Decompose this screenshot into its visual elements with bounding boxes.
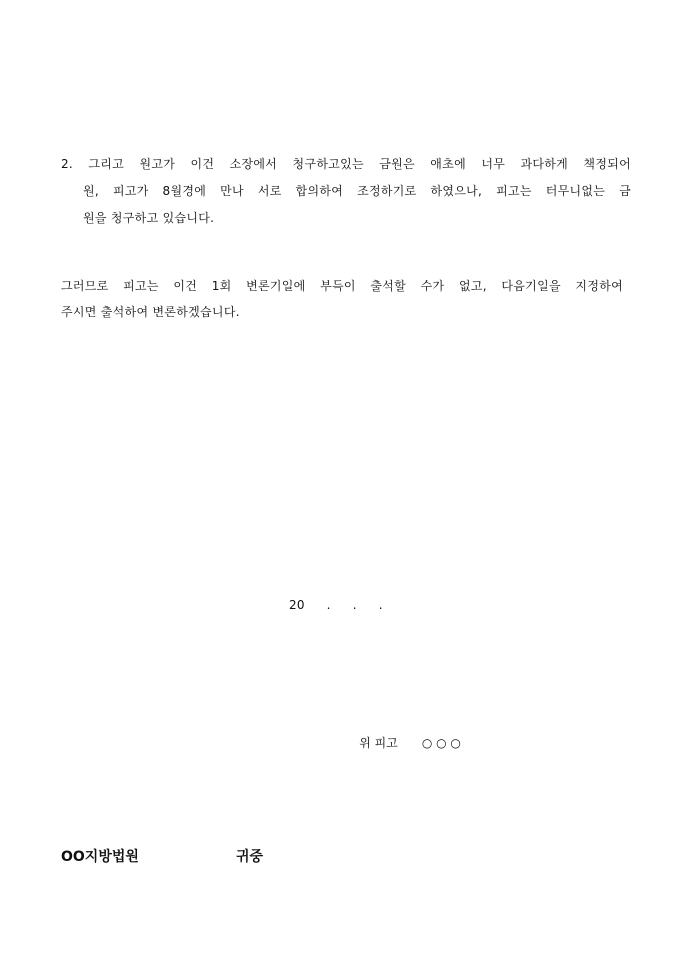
- paragraph-item-2-line-3: 원을 청구하고 있습니다.: [83, 211, 215, 225]
- paragraph-item-2-line-1: 2. 그리고 원고가 이건 소장에서 청구하고있는 금원은 애초에 너무 과다하게 책정되어: [61, 157, 631, 171]
- document-date: 20 . . .: [289, 598, 383, 612]
- paragraph-conclusion-line-2: 주시면 출석하여 변론하겠습니다.: [61, 305, 240, 319]
- signature-name: ○ ○ ○: [421, 736, 461, 750]
- paragraph-conclusion-line-1: 그러므로 피고는 이건 1회 변론기일에 부득이 출석할 수가 없고, 다음기일을 지정하여: [61, 279, 623, 293]
- paragraph-item-2: [61, 151, 631, 232]
- paragraph-item-2-line-2: 원, 피고가 8월경에 만나 서로 합의하여 조정하기로 하였으나, 피고는 터무니없는 금: [83, 184, 631, 198]
- addressee: 귀중: [236, 849, 264, 865]
- court-name: OO지방법원: [61, 849, 139, 865]
- signature-block: [344, 720, 461, 765]
- signature-label: 위 피고: [359, 736, 398, 750]
- paragraph-conclusion: [61, 273, 623, 325]
